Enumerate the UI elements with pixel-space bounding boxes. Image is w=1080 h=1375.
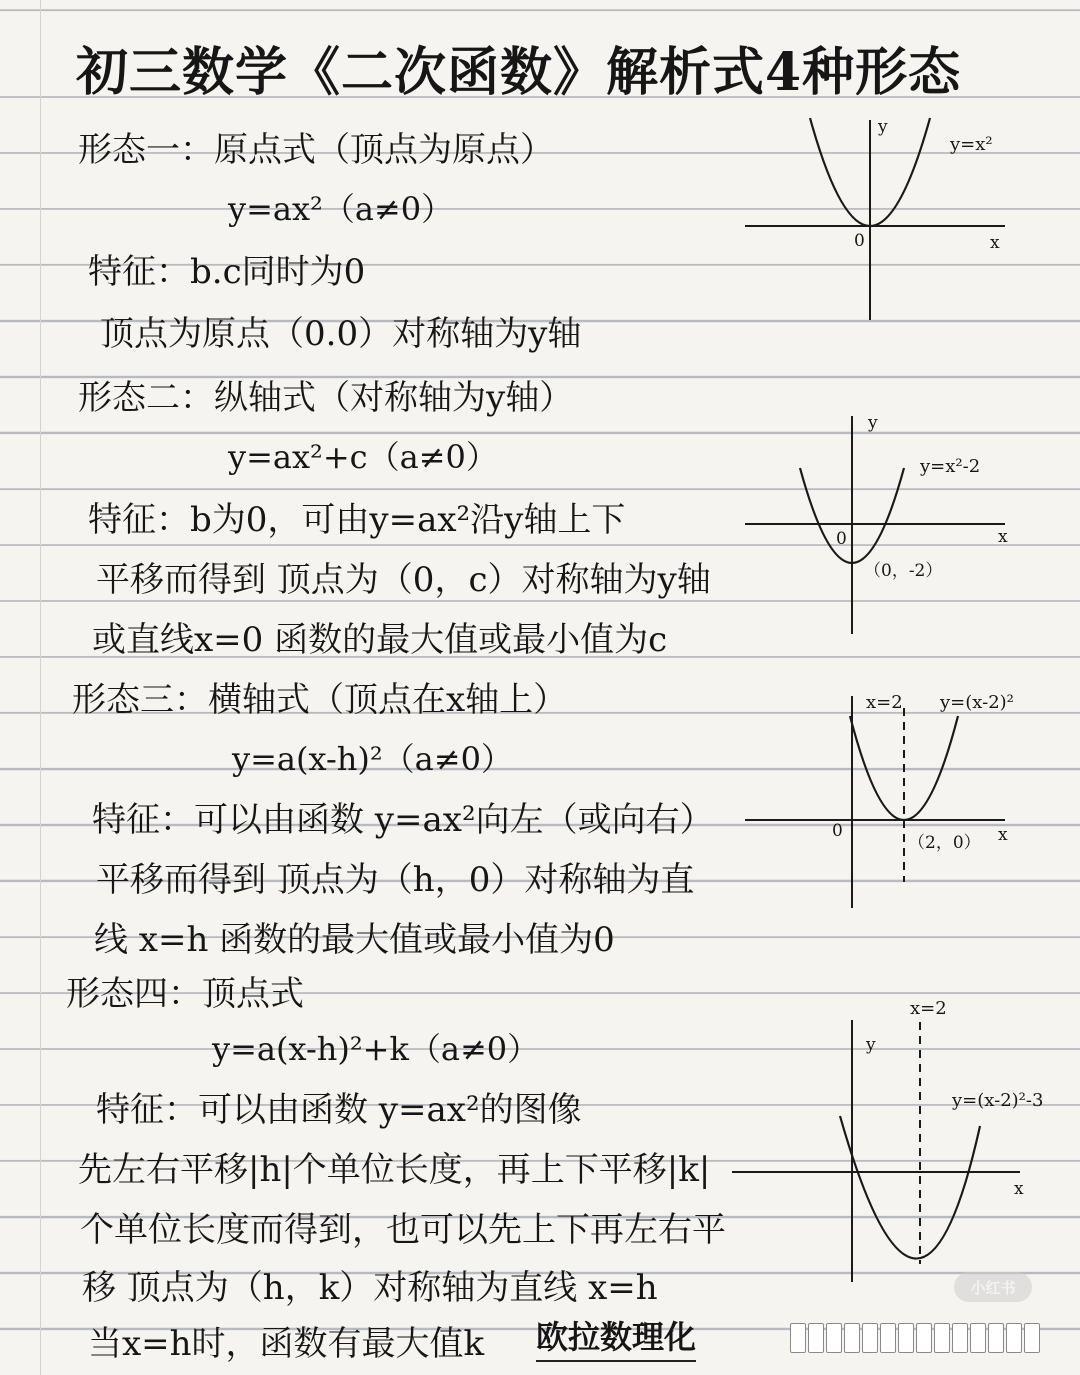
form1-line2: 顶点为原点（0.0）对称轴为y轴: [100, 314, 582, 354]
form3-axis-label: x=2: [866, 692, 903, 713]
page-indicator-13[interactable]: [1006, 1323, 1022, 1353]
brand-signature: 欧拉数理化: [536, 1312, 696, 1362]
form2-graph: [740, 408, 1020, 640]
form2-formula: y=ax²+c（a≠0）: [228, 438, 498, 476]
page-indicator-8[interactable]: [916, 1323, 932, 1353]
page-indicator-2[interactable]: [808, 1323, 824, 1353]
form1-equation: y=x²: [950, 134, 993, 155]
page-indicator-4[interactable]: [844, 1323, 860, 1353]
form3-graph: [740, 686, 1020, 916]
form2-line2: 平移而得到 顶点为（0，c）对称轴为y轴: [96, 560, 711, 600]
page-indicator-10[interactable]: [952, 1323, 968, 1353]
form1-graph: [740, 108, 1020, 328]
form4-x-label: x: [1014, 1179, 1024, 1199]
form4-line4: 移 顶点为（h，k）对称轴为直线 x=h: [82, 1268, 658, 1308]
page-indicator-1[interactable]: [790, 1323, 806, 1353]
form2-vertex-label: （0，-2）: [864, 561, 943, 581]
page-indicator-5[interactable]: [862, 1323, 878, 1353]
form4-axis-label: x=2: [910, 998, 947, 1019]
form4-line1: 特征：可以由函数 y=ax²的图像: [96, 1090, 582, 1130]
form3-x-label: x: [998, 825, 1008, 845]
form1-x-label: x: [990, 233, 1000, 253]
form2-heading: 形态二：纵轴式（对称轴为y轴）: [78, 378, 574, 418]
page-indicator-11[interactable]: [970, 1323, 986, 1353]
page-indicator-12[interactable]: [988, 1323, 1004, 1353]
form3-origin-label: 0: [832, 821, 843, 841]
page-indicator-7[interactable]: [898, 1323, 914, 1353]
form2-origin-label: 0: [836, 529, 847, 549]
form4-formula: y=a(x-h)²+k（a≠0）: [212, 1030, 540, 1068]
form3-equation: y=(x-2)²: [940, 692, 1014, 713]
form4-equation: y=(x-2)²-3: [952, 1090, 1044, 1111]
page-indicator-9[interactable]: [934, 1323, 950, 1353]
page-indicator-strip: [790, 1318, 1060, 1354]
form1-origin-label: 0: [854, 231, 865, 251]
page-indicator-14[interactable]: [1024, 1323, 1040, 1353]
form4-graph: [730, 996, 1044, 1286]
page-indicator-6[interactable]: [880, 1323, 896, 1353]
form3-line2: 平移而得到 顶点为（h，0）对称轴为直: [96, 860, 695, 900]
form1-formula: y=ax²（a≠0）: [228, 190, 454, 228]
form2-line3: 或直线x=0 函数的最大值或最小值为c: [92, 620, 668, 660]
form3-line3: 线 x=h 函数的最大值或最小值为0: [94, 920, 615, 960]
form3-line1: 特征：可以由函数 y=ax²向左（或向右）: [92, 800, 714, 840]
page-indicator-3[interactable]: [826, 1323, 842, 1353]
form1-y-label: y: [878, 117, 888, 137]
form4-line2: 先左右平移|h|个单位长度，再上下平移|k|: [78, 1150, 711, 1190]
form2-equation: y=x²-2: [920, 456, 981, 477]
form4-y-label: y: [866, 1035, 876, 1055]
form2-x-label: x: [998, 527, 1008, 547]
form2-y-label: y: [868, 413, 878, 433]
watermark-badge: 小红书: [954, 1272, 1032, 1302]
form3-formula: y=a(x-h)²（a≠0）: [232, 740, 513, 778]
form2-line1: 特征：b为0，可由y=ax²沿y轴上下: [88, 500, 626, 540]
form4-line5: 当x=h时，函数有最大值k: [88, 1324, 485, 1364]
form1-line1: 特征：b.c同时为0: [88, 252, 366, 292]
form1-heading: 形态一：原点式（顶点为原点）: [78, 130, 554, 170]
form4-heading: 形态四：顶点式: [66, 974, 304, 1014]
form4-line3: 个单位长度而得到，也可以先上下再左右平: [80, 1210, 726, 1250]
form3-vertex-label: （2，0）: [908, 833, 981, 853]
page-title: 初三数学《二次函数》解析式4种形态: [76, 42, 962, 103]
margin-line: [40, 0, 41, 1375]
form3-heading: 形态三：横轴式（顶点在x轴上）: [72, 680, 568, 720]
